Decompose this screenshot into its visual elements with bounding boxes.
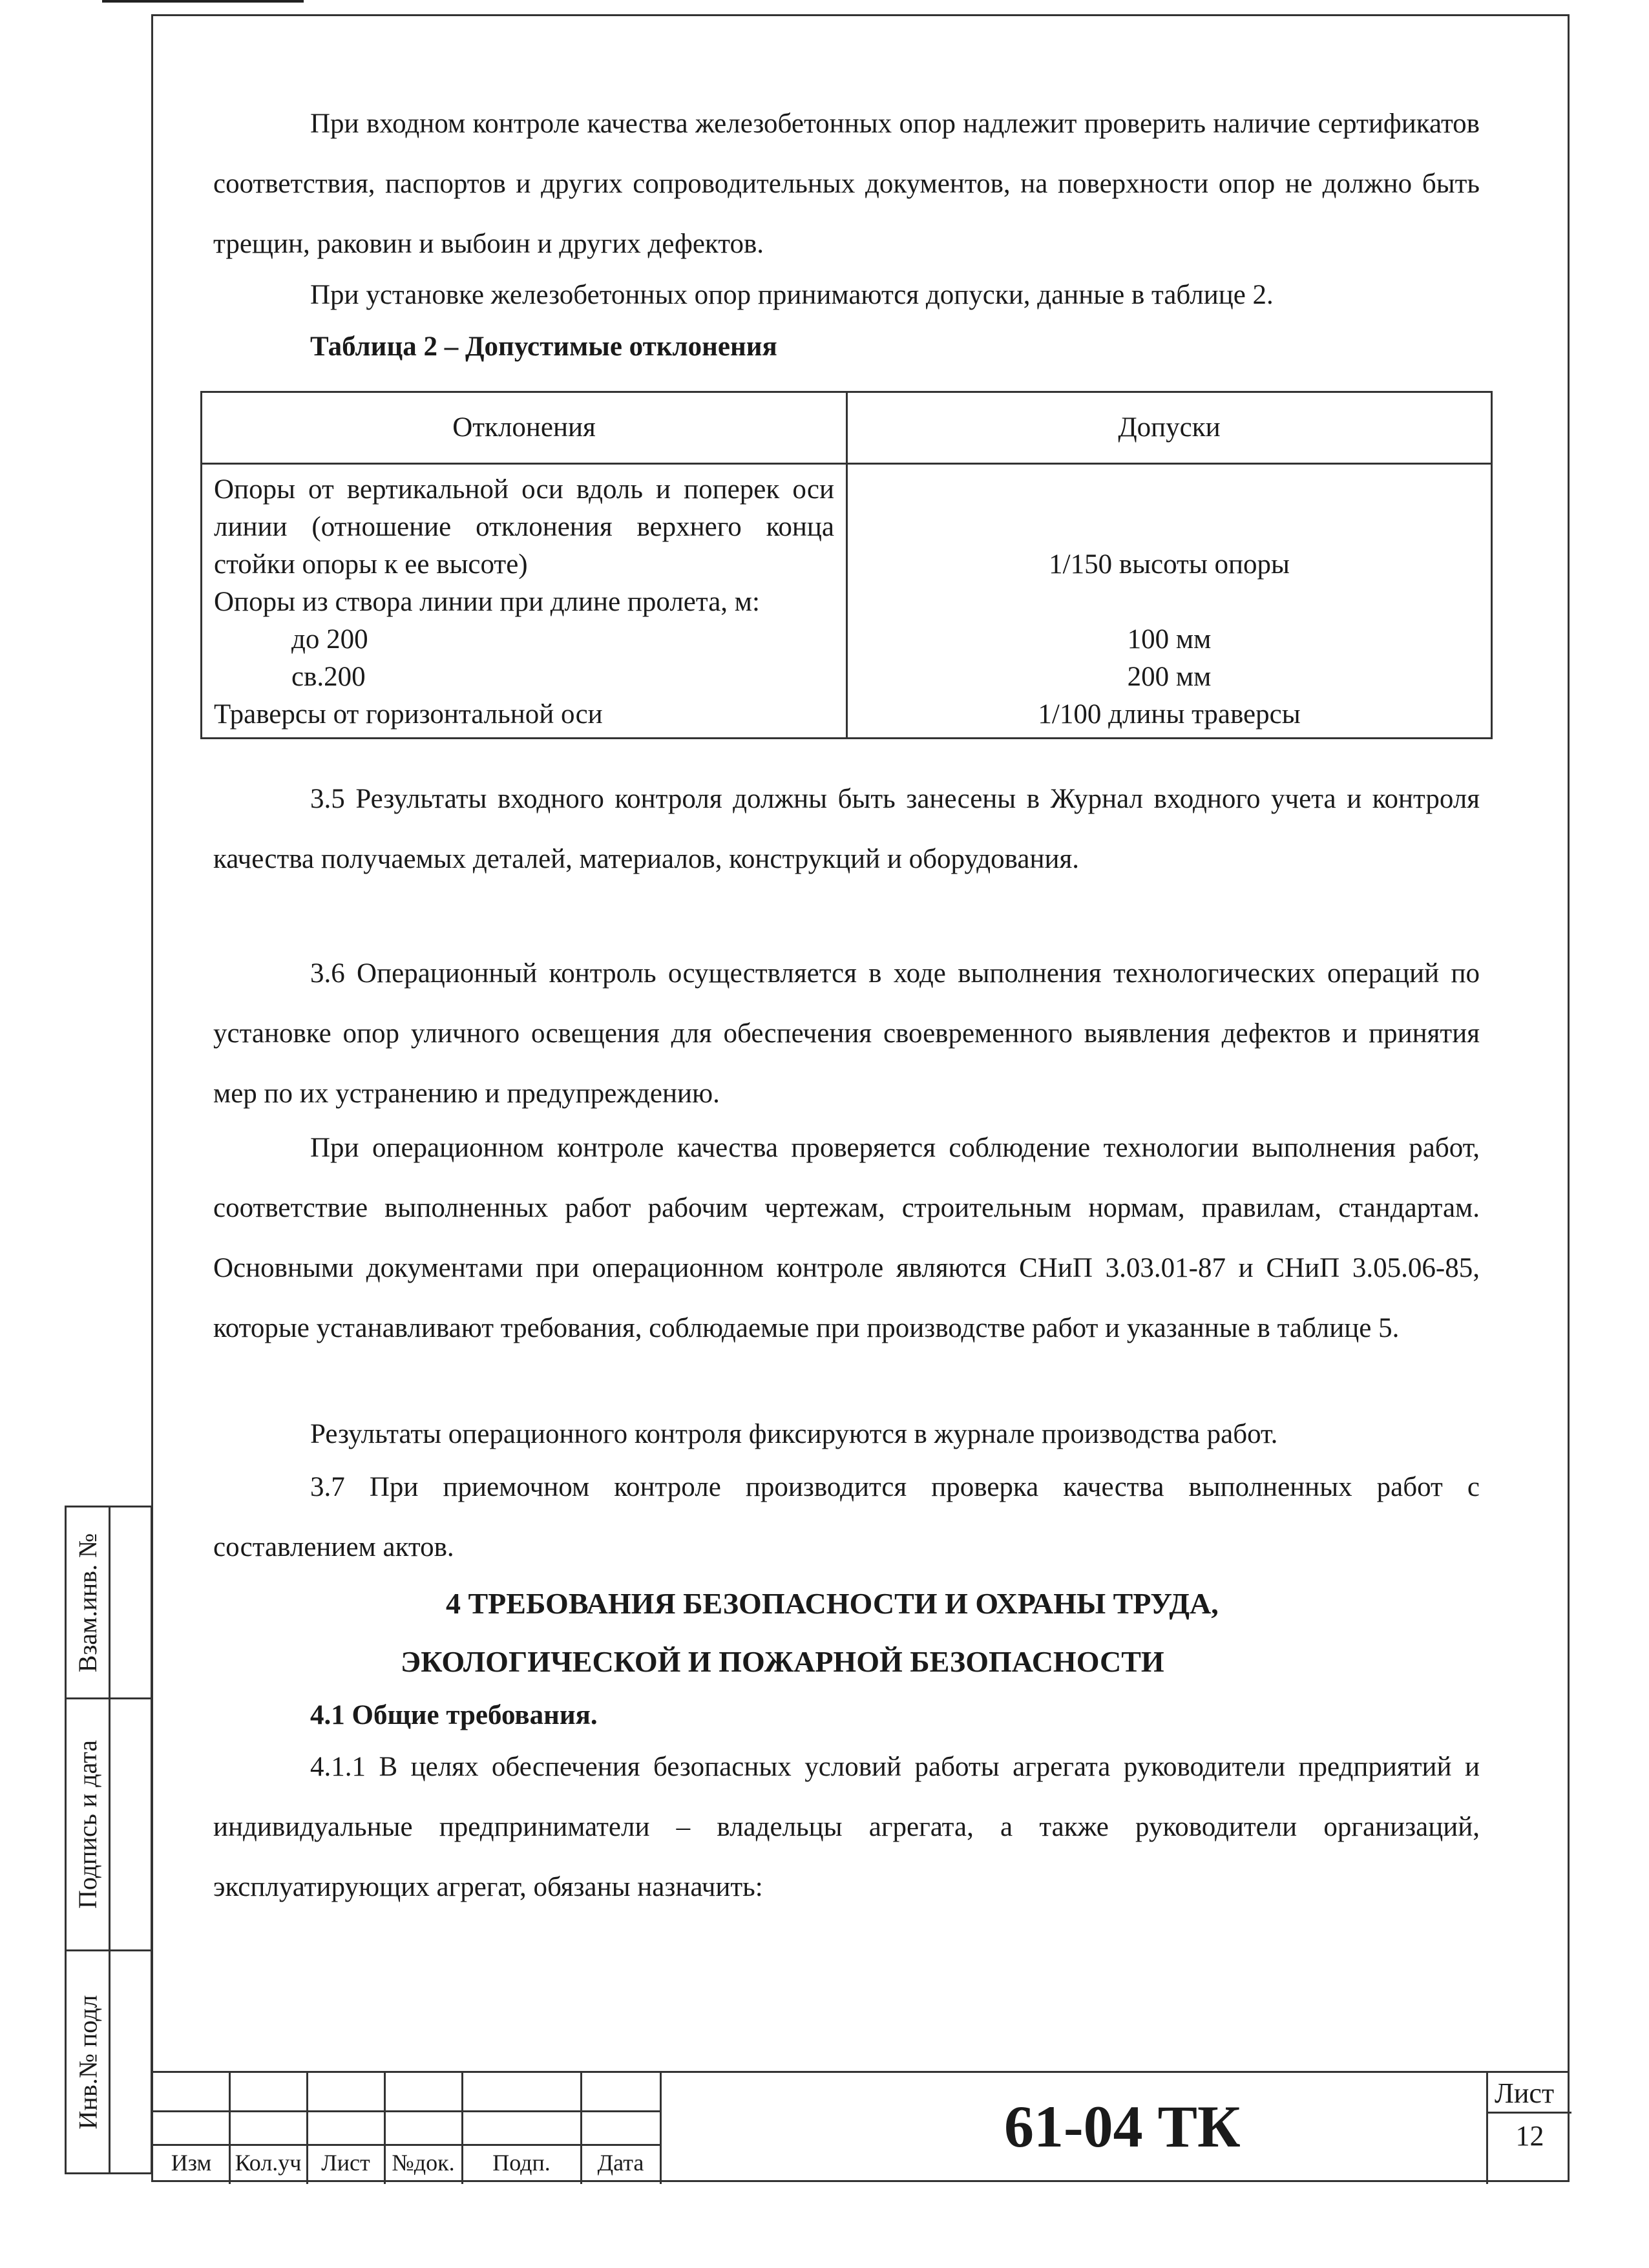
paragraph-3-6: 3.6 Операционный контроль осуществляется в ходе выполнения технологических операций по установке опор уличного освещения для обеспечения своевременного выявления дефектов и принятия мер по их устранению и предупреждению. <box>213 958 1480 1109</box>
section-heading-line1: 4 ТРЕБОВАНИЯ БЕЗОПАСНОСТИ И ОХРАНЫ ТРУДА, <box>446 1587 1219 1620</box>
row-crossarms: Траверсы от горизонтальной оси <box>214 699 603 730</box>
paragraph-4-1-1: 4.1.1 В целях обеспечения безопасных условий работы агрегата руководители предприятий и индивидуальные предприниматели – владельцы агрегата, а также руководители организаций, эксплуатирующих агрегат, обязаны назначить: <box>213 1752 1480 1902</box>
sheet-number: 12 <box>1515 2120 1544 2152</box>
table-header-tolerances: Допуски <box>847 392 1492 464</box>
label-signature: Подп. <box>492 2150 551 2176</box>
paragraph-operational-results: Результаты операционного контроля фиксируются в журнале производства работ. <box>310 1419 1278 1449</box>
row-over-200: св.200 <box>291 662 366 692</box>
label-date: Дата <box>597 2150 644 2176</box>
stamp-sign-date <box>65 1699 152 1951</box>
value-up-to-200: 100 мм <box>1127 624 1212 655</box>
stamp-replace-inventory <box>65 1506 152 1699</box>
row-up-to-200: до 200 <box>291 624 368 655</box>
paragraph-tolerances-intro: При установке железобетонных опор принимаются допуски, данные в таблице 2. <box>310 280 1274 310</box>
document-code: 61-04 ТК <box>1004 2094 1241 2159</box>
title-block <box>151 2071 1570 2184</box>
sheet-label: Лист <box>1495 2077 1555 2109</box>
revision-grid <box>151 2073 662 2184</box>
paragraph-incoming-control: При входном контроле качества железобетонных опор надлежит проверить наличие сертификатов соответствия, паспортов и других сопроводительных документов, на поверхности опор не должно быть трещин, раковин и выбоин и других дефектов. <box>213 109 1480 259</box>
label-count: Кол.уч <box>235 2150 302 2176</box>
paragraph-3-7: 3.7 При приемочном контроле производится проверка качества выполненных работ с составлением актов. <box>213 1472 1480 1562</box>
table-header-row <box>202 392 1492 464</box>
value-vertical-axis: 1/150 высоты опоры <box>1049 549 1290 580</box>
label-change: Изм <box>171 2150 212 2176</box>
table-caption: Таблица 2 – Допустимые отклонения <box>310 331 777 362</box>
paragraph-3-5: 3.5 Результаты входного контроля должны быть занесены в Журнал входного учета и контроля качества получаемых деталей, материалов, конструкций и оборудования. <box>213 784 1480 874</box>
label-doc-number: №док. <box>392 2150 455 2176</box>
stamp-inventory-original <box>65 1951 152 2174</box>
label-sheet: Лист <box>321 2150 370 2176</box>
sheet-box <box>1486 2073 1571 2184</box>
subsection-heading: 4.1 Общие требования. <box>310 1700 598 1730</box>
stamp-replace-inventory-label: Взам.инв. № <box>73 1533 103 1672</box>
tolerance-table <box>200 391 1493 739</box>
table-cell-tolerances <box>847 464 1492 739</box>
row-line-alignment: Опоры из створа линии при длине пролета, м: <box>214 587 760 617</box>
value-crossarms: 1/100 длины траверсы <box>1038 699 1301 730</box>
stamp-inventory-original-label: Инв.№ подл <box>73 1995 103 2129</box>
top-rule <box>102 0 304 3</box>
table-cell-deviations <box>202 464 847 739</box>
table-header-deviations: Отклонения <box>202 392 847 464</box>
stamp-sign-date-label: Подпись и дата <box>73 1739 102 1909</box>
value-over-200: 200 мм <box>1127 662 1212 692</box>
paragraph-operational-control: При операционном контроле качества проверяется соблюдение технологии выполнения работ, соответствие выполненных работ рабочим чертежам, строительным нормам, правилам, стандартам. Основными документами при операционном контроле являются СНиП 3.03.01-87 и СНиП 3.05.06-85, которые устанавливают требования, соблюдаемые при производстве работ и указанные в таблице 5. <box>213 1133 1480 1343</box>
section-heading-line2: ЭКОЛОГИЧЕСКОЙ И ПОЖАРНОЙ БЕЗОПАСНОСТИ <box>401 1645 1164 1678</box>
row-vertical-axis: Опоры от вертикальной оси вдоль и поперек оси линии (отношение отклонения верхнего конца стойки опоры к ее высоте) <box>214 474 834 580</box>
table-row <box>202 464 1492 739</box>
